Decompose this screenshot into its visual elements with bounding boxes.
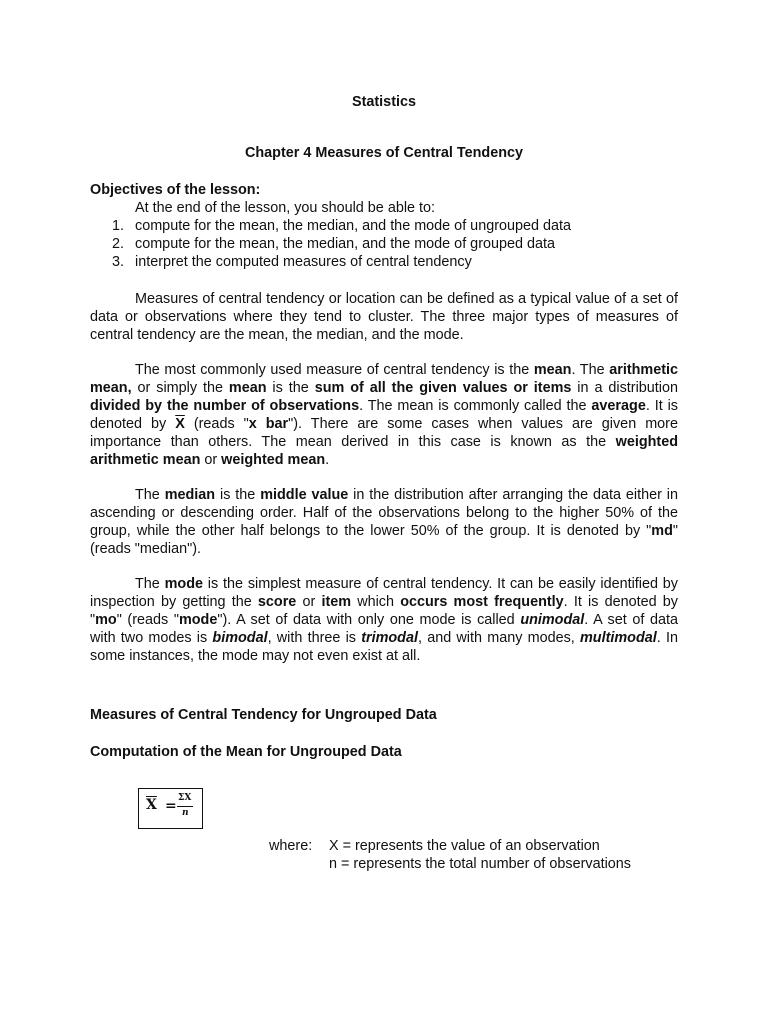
where-definition-x: X = represents the value of an observation: [329, 838, 600, 854]
paragraph-mode: The mode is the simplest measure of central tendency. It can be easily identified by inspection by getting the score or item which occurs most frequently. It is denoted by "mo" (reads "mode"). A set of data with only one mode is called unimodal. A set of data with two modes is bimodal, with three is trimodal, and with many modes, multimodal. In some instances, the mode may not even exist at all.: [90, 576, 678, 664]
objectives-intro: At the end of the lesson, you should be able to:: [135, 200, 436, 216]
paragraph-intro: Measures of central tendency or location can be defined as a typical value of a set of data or observations where they tend to cluster. The three major types of measures of central tendency are the mean, the median, and the mode.: [90, 291, 678, 343]
objective-number: 2.: [112, 236, 125, 252]
where-label: where:: [269, 838, 313, 854]
x-bar-symbol: $\overline{X}$: [175, 416, 185, 432]
where-definition-n: n = represents the total number of observations: [329, 856, 631, 872]
formula-equals: =: [165, 798, 177, 814]
objective-number: 3.: [112, 254, 125, 270]
objective-item: compute for the mean, the median, and the mode of grouped data: [135, 236, 556, 252]
formula-x-bar: $\overline{X}$: [146, 797, 157, 813]
objective-item: compute for the mean, the median, and the mode of ungrouped data: [135, 218, 572, 234]
formula-fraction-bar: [177, 806, 193, 807]
paragraph-mean: The most commonly used measure of central tendency is the mean. The arithmetic mean, or simply the mean is the sum of all the given values or items in a distribution divided by the number of observations. The mean is commonly called the average. It is denoted by $\overline{X}$ (reads "x bar"). There are some cases when values are given more importance than others. The mean derived in this case is known as the weighted arithmetic mean or weighted mean.: [90, 362, 679, 468]
document-title: Statistics: [352, 94, 416, 110]
chapter-title: Chapter 4 Measures of Central Tendency: [244, 145, 524, 161]
formula-denominator: n: [182, 808, 189, 818]
objective-item: interpret the computed measures of central tendency: [135, 254, 472, 270]
mean-formula-box: [138, 788, 203, 829]
paragraph-median: The median is the middle value in the distribution after arranging the data either in ascending or descending order. Half of the observations belong to the higher 50% of the group, while the other half belongs to the lower 50% of the group. It is denoted by "md" (reads "median").: [90, 487, 678, 557]
section-heading: Measures of Central Tendency for Ungrouped Data: [90, 707, 437, 723]
objective-number: 1.: [112, 218, 125, 234]
subsection-heading: Computation of the Mean for Ungrouped Data: [90, 744, 402, 760]
formula-numerator: ΣX: [178, 793, 192, 803]
objectives-heading: Objectives of the lesson:: [90, 182, 261, 198]
